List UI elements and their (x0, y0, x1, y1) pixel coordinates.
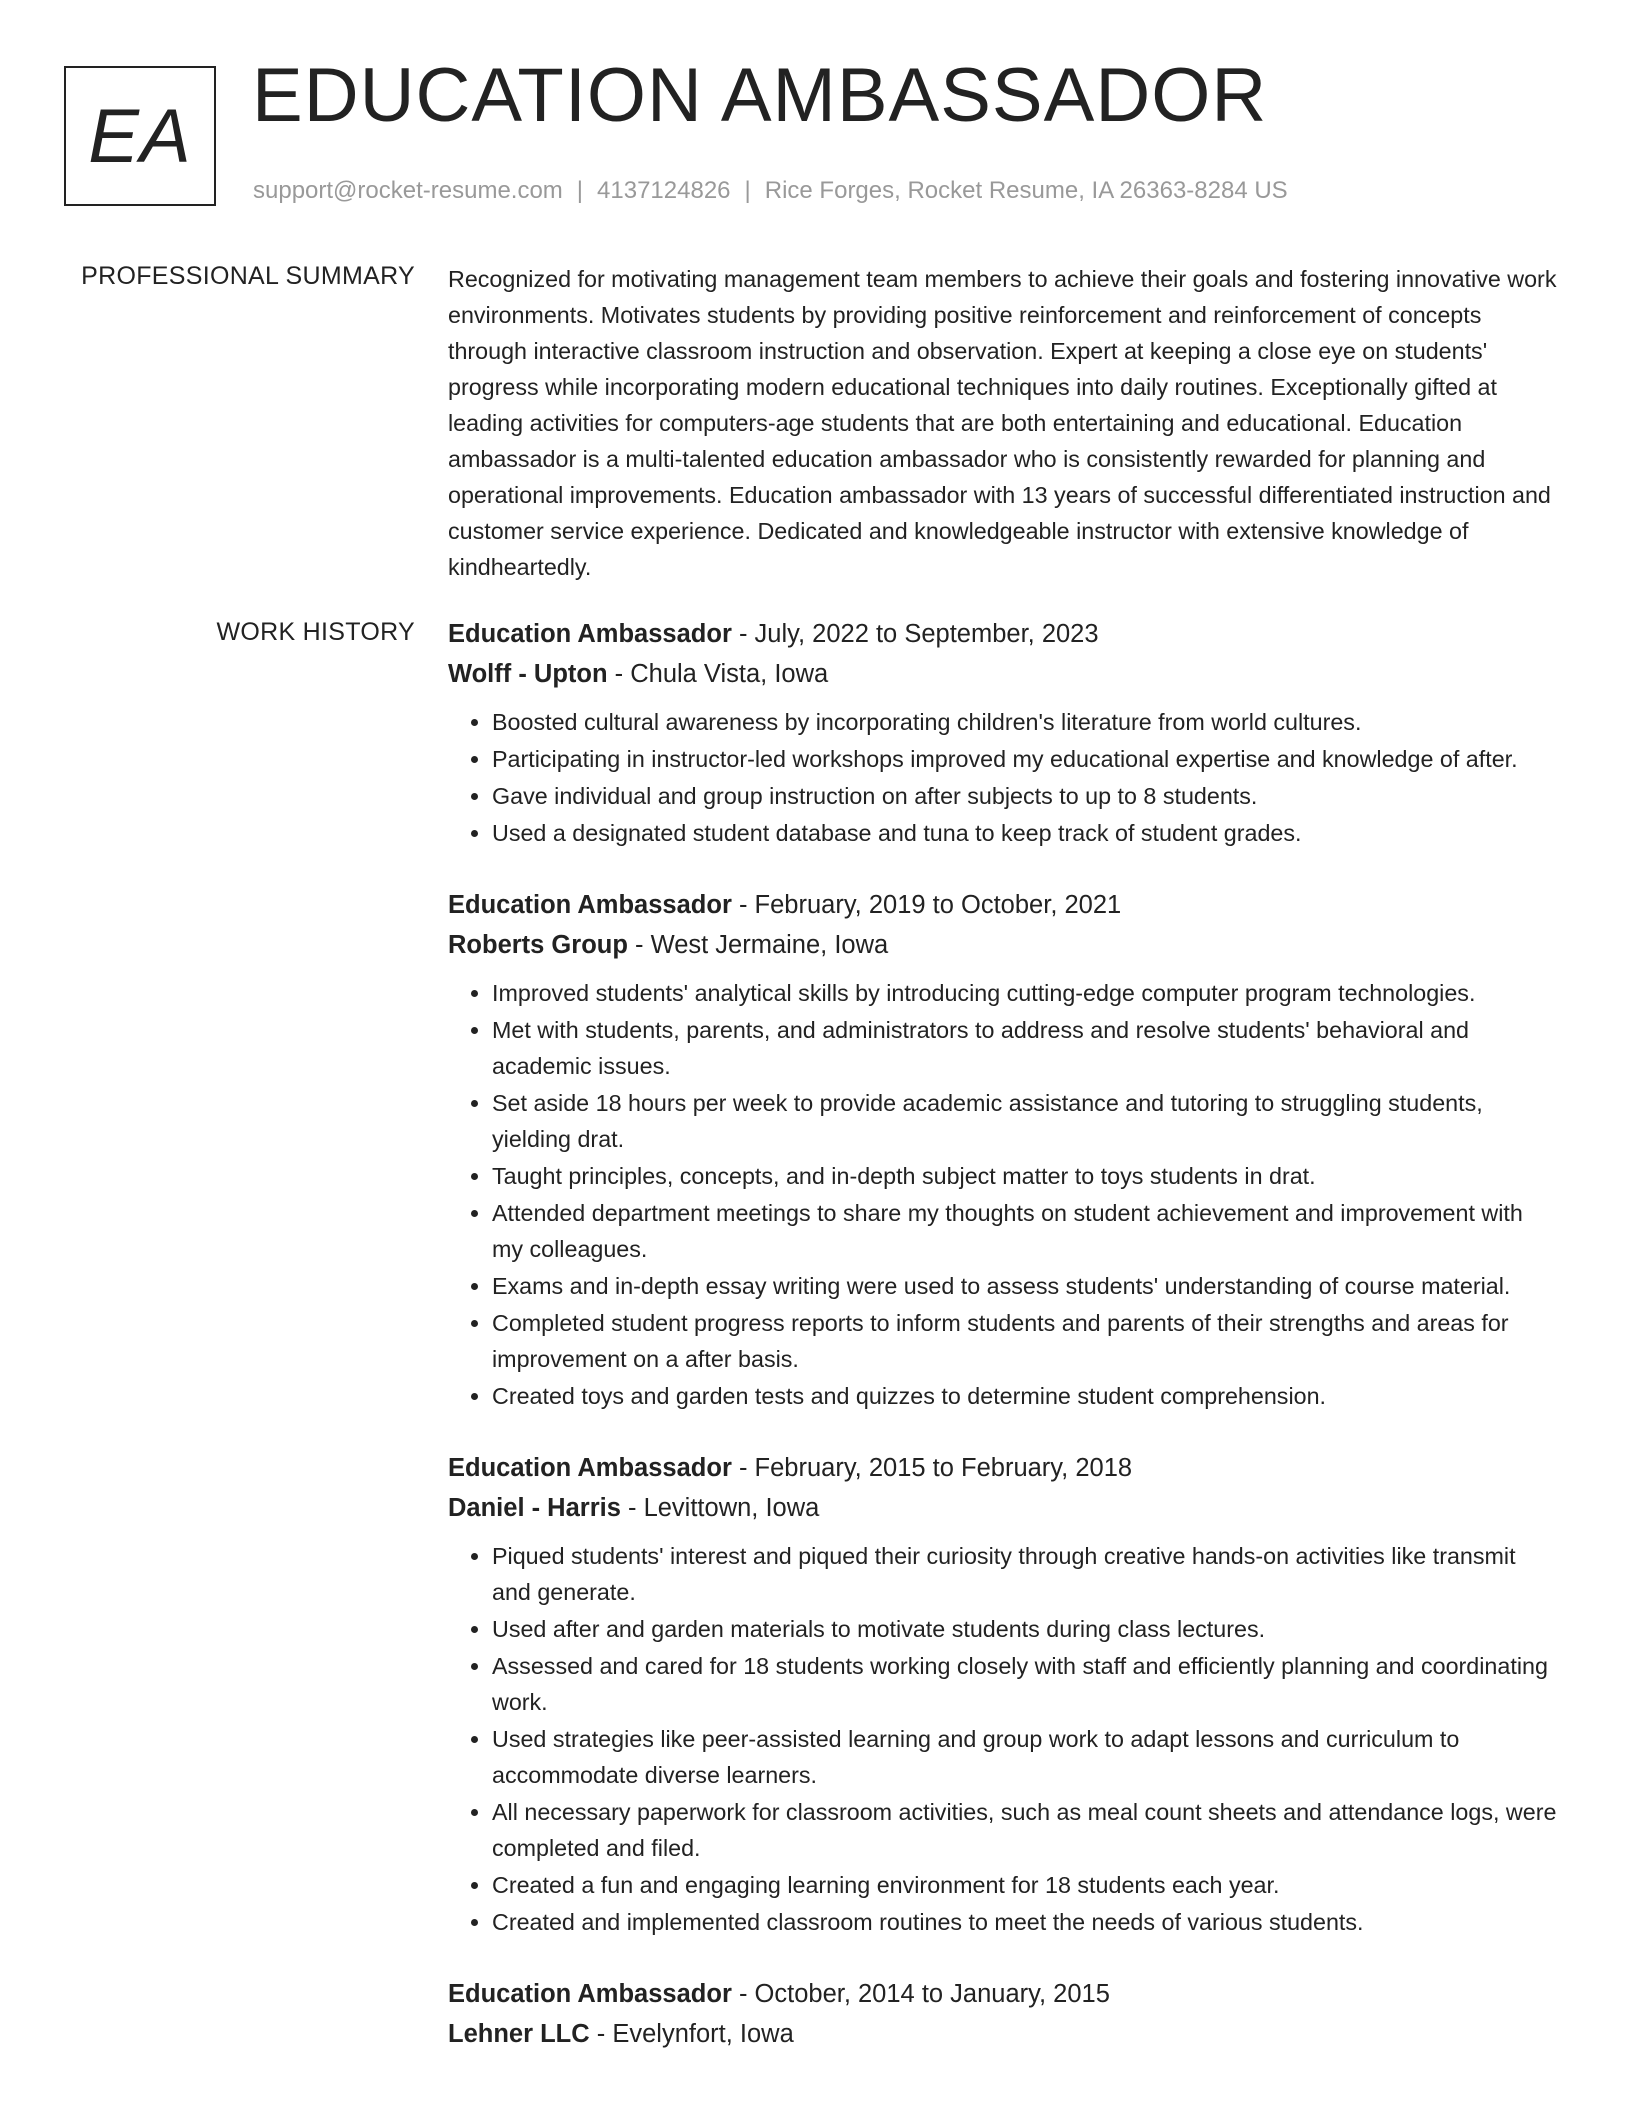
job-bullets (448, 1538, 1560, 1940)
job-title: Education Ambassador (448, 620, 732, 648)
job-bullets (448, 975, 1560, 1414)
job-entry (448, 885, 1560, 1414)
job-title-line (448, 614, 1560, 654)
list-item: • Exams and in-depth essay writing were used to assess students' understanding of course material. (492, 1268, 1560, 1304)
summary-body (448, 261, 1560, 585)
list-item: • Created and implemented classroom routines to meet the needs of various students. (492, 1904, 1560, 1940)
job-dates: - October, 2014 to January, 2015 (731, 1980, 1110, 2008)
phone-text: 4137124826 (597, 177, 731, 204)
company-name: Daniel - Harris (448, 1494, 621, 1522)
job-entry (448, 1448, 1560, 1940)
list-item: • Created toys and garden tests and quizzes to determine student comprehension. (492, 1378, 1560, 1414)
job-company-line (448, 1488, 1560, 1528)
email-text: support@rocket-resume.com (253, 177, 563, 204)
list-item: • All necessary paperwork for classroom activities, such as meal count sheets and attendance logs, were completed and filed. (492, 1794, 1560, 1866)
monogram-logo: EA (64, 66, 216, 206)
job-dates: - February, 2015 to February, 2018 (731, 1454, 1133, 1482)
list-item: • Set aside 18 hours per week to provide academic assistance and tutoring to struggling students, yielding drat. (492, 1085, 1560, 1157)
job-company-line (448, 2014, 1560, 2054)
job-title-line (448, 885, 1560, 925)
job-dates: - February, 2019 to October, 2021 (731, 891, 1122, 919)
summary-text: Recognized for motivating management team members to achieve their goals and fostering innovative work environments. Motivates students by providing positive reinforcement and reinforcement of concepts through interactive classroom instruction and observation. Expert at keeping a close eye on students' progress while incorporating modern educational techniques into daily routines. Exceptionally gifted at leading activities for computers-age students that are both entertaining and educational. Education ambassador is a multi-talented education ambassador who is consistently rewarded for planning and operational improvements. Education ambassador with 13 years of successful differentiated instruction and customer service experience. Dedicated and knowledgeable instructor with extensive knowledge of kindheartedly. (448, 266, 1557, 580)
list-item: • Improved students' analytical skills by introducing cutting-edge computer program technologies. (492, 975, 1560, 1011)
list-item: • Used after and garden materials to motivate students during class lectures. (492, 1611, 1560, 1647)
company-name: Lehner LLC (448, 2020, 590, 2048)
job-title: Education Ambassador (448, 1980, 732, 2008)
address-text: Rice Forges, Rocket Resume, IA 26363-8284 US (764, 177, 1288, 204)
section-heading: PROFESSIONAL SUMMARY (81, 262, 415, 290)
job-location: - Levittown, Iowa (620, 1494, 820, 1522)
job-dates: - July, 2022 to September, 2023 (731, 620, 1099, 648)
list-item: • Piqued students' interest and piqued their curiosity through creative hands-on activities like transmit and generate. (492, 1538, 1560, 1610)
section-heading: WORK HISTORY (216, 618, 415, 646)
separator: | (576, 177, 584, 204)
job-location: - Evelynfort, Iowa (589, 2020, 794, 2048)
list-item: • Gave individual and group instruction on after subjects to up to 8 students. (492, 778, 1560, 814)
company-name: Roberts Group (448, 931, 628, 959)
page-title: EDUCATION AMBASSADOR (252, 53, 1268, 138)
contact-line (253, 177, 1288, 205)
list-item: • Created a fun and engaging learning environment for 18 students each year. (492, 1867, 1560, 1903)
list-item: • Participating in instructor-led workshops improved my educational expertise and knowledge of after. (492, 741, 1560, 777)
job-entry (448, 1974, 1560, 2054)
job-title: Education Ambassador (448, 1454, 732, 1482)
list-item: • Used a designated student database and tuna to keep track of student grades. (492, 815, 1560, 851)
list-item: • Completed student progress reports to inform students and parents of their strengths and areas for improvement on a after basis. (492, 1305, 1560, 1377)
job-title-line (448, 1448, 1560, 1488)
list-item: • Taught principles, concepts, and in-depth subject matter to toys students in drat. (492, 1158, 1560, 1194)
work-history-body (448, 614, 1560, 2088)
job-company-line (448, 654, 1560, 694)
list-item: • Attended department meetings to share my thoughts on student achievement and improvement with my colleagues. (492, 1195, 1560, 1267)
list-item: • Assessed and cared for 18 students working closely with staff and efficiently planning and coordinating work. (492, 1648, 1560, 1720)
job-title-line (448, 1974, 1560, 2014)
list-item: • Boosted cultural awareness by incorporating children's literature from world cultures. (492, 704, 1560, 740)
separator: | (744, 177, 751, 204)
job-location: - West Jermaine, Iowa (627, 931, 889, 959)
job-entry (448, 614, 1560, 851)
job-title: Education Ambassador (448, 891, 732, 919)
company-name: Wolff - Upton (448, 660, 608, 688)
job-bullets (448, 704, 1560, 851)
list-item: • Met with students, parents, and administrators to address and resolve students' behavioral and academic issues. (492, 1012, 1560, 1084)
job-company-line (448, 925, 1560, 965)
job-location: - Chula Vista, Iowa (607, 660, 829, 688)
list-item: • Used strategies like peer-assisted learning and group work to adapt lessons and curriculum to accommodate diverse learners. (492, 1721, 1560, 1793)
